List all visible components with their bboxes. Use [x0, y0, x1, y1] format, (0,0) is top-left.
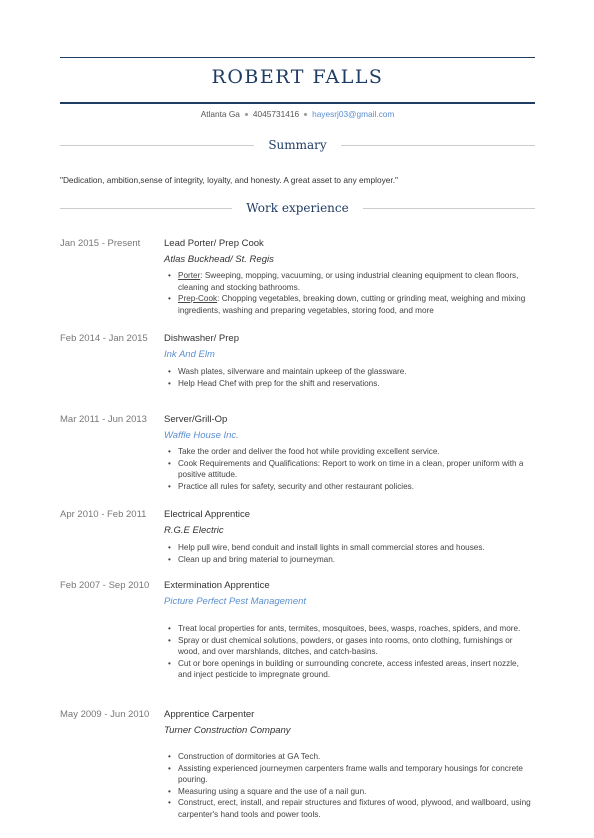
entry-bullets [164, 751, 533, 821]
bullet-item: • Assisting experienced journeymen carpenters frame walls and temporary housings for concrete pouring. [178, 763, 533, 786]
separator-dot [245, 113, 248, 116]
work-heading [60, 201, 535, 215]
entry-role: Dishwasher/ Prep [164, 333, 239, 344]
entry-role: Apprentice Carpenter [164, 709, 255, 720]
entry-company[interactable]: Picture Perfect Pest Management [164, 596, 307, 607]
entry-dates: Jan 2015 - Present [60, 238, 141, 249]
bullet-item: • Prep-Cook: Chopping vegetables, breaking down, cutting or grinding meat, weighing and mixing ingredients, washing and preparing vegetables, storing food, and more [178, 293, 533, 316]
bullet-item: • Construct, erect, install, and repair structures and fixtures of wood, plywood, and wallboard, using carpenter's hand tools and power tools. [178, 797, 533, 820]
bullet-item: • Porter: Sweeping, mopping, vacuuming, or using industrial cleaning equipment to clean floors, cleaning and stocking bathrooms. [178, 270, 533, 293]
contact-line [60, 109, 535, 119]
entry-dates: Feb 2007 - Sep 2010 [60, 580, 150, 591]
entry-bullets [164, 542, 533, 565]
entry-role: Electrical Apprentice [164, 509, 251, 520]
summary-text: "Dedication, ambition,sense of integrity, loyalty, and honesty. A great asset to any employer." [60, 175, 398, 185]
bullet-item: • Measuring using a square and the use of a nail gun. [178, 786, 533, 798]
work-title: Work experience [246, 201, 349, 215]
entry-dates: Apr 2010 - Feb 2011 [60, 509, 147, 520]
bullet-item: • Treat local properties for ants, termites, mosquitoes, bees, wasps, roaches, spiders, and more. [178, 623, 533, 635]
entry-dates: May 2009 - Jun 2010 [60, 709, 150, 720]
bullet-item: • Practice all rules for safety, security and other restaurant policies. [178, 481, 533, 493]
separator-dot [304, 113, 307, 116]
bullet-item: • Construction of dormitories at GA Tech. [178, 751, 533, 763]
entry-role: Lead Porter/ Prep Cook [164, 238, 264, 249]
entry-company[interactable]: Ink And Elm [164, 349, 215, 360]
bullet-item: • Take the order and deliver the food hot while providing excellent service. [178, 446, 533, 458]
entry-company[interactable]: Waffle House Inc. [164, 430, 239, 441]
location: Atlanta Ga [200, 109, 240, 119]
resume-name: ROBERT FALLS [211, 66, 384, 88]
top-rule [60, 57, 535, 58]
bullet-item: • Cut or bore openings in building or surrounding concrete, access infested areas, insert nozzle, and inject pesticide to impregnate ground. [178, 658, 533, 681]
bullet-item: • Help pull wire, bend conduit and install lights in small commercial stores and houses. [178, 542, 533, 554]
entry-company: R.G.E Electric [164, 525, 224, 536]
entry-company: Atlas Buckhead/ St. Regis [164, 254, 274, 265]
entry-bullets [164, 623, 533, 681]
entry-role: Server/Grill-Op [164, 414, 228, 425]
phone: 4045731416 [252, 109, 300, 119]
summary-title: Summary [268, 138, 327, 152]
entry-dates: Mar 2011 - Jun 2013 [60, 414, 147, 425]
bullet-item: • Wash plates, silverware and maintain upkeep of the glassware. [178, 366, 533, 378]
entry-company: Turner Construction Company [164, 725, 291, 736]
bullet-item: • Clean up and bring material to journeyman. [178, 554, 533, 566]
entry-bullets [164, 366, 533, 389]
entry-dates: Feb 2014 - Jan 2015 [60, 333, 148, 344]
bullet-item: • Spray or dust chemical solutions, powders, or gases into rooms, onto clothing, furnishings or wood, and over marshlands, ditches, and catch-basins. [178, 635, 533, 658]
entry-bullets [164, 270, 533, 316]
bullet-item: • Cook Requirements and Qualifications: Report to work on time in a clean, proper uniform with a positive attitude. [178, 458, 533, 481]
entry-bullets [164, 446, 533, 492]
entry-role: Extermination Apprentice [164, 580, 270, 591]
email-link[interactable]: hayesrj03@gmail.com [312, 109, 395, 119]
bullet-item: • Help Head Chef with prep for the shift and reservations. [178, 378, 533, 390]
summary-heading [60, 138, 535, 152]
name-rule [60, 102, 535, 104]
